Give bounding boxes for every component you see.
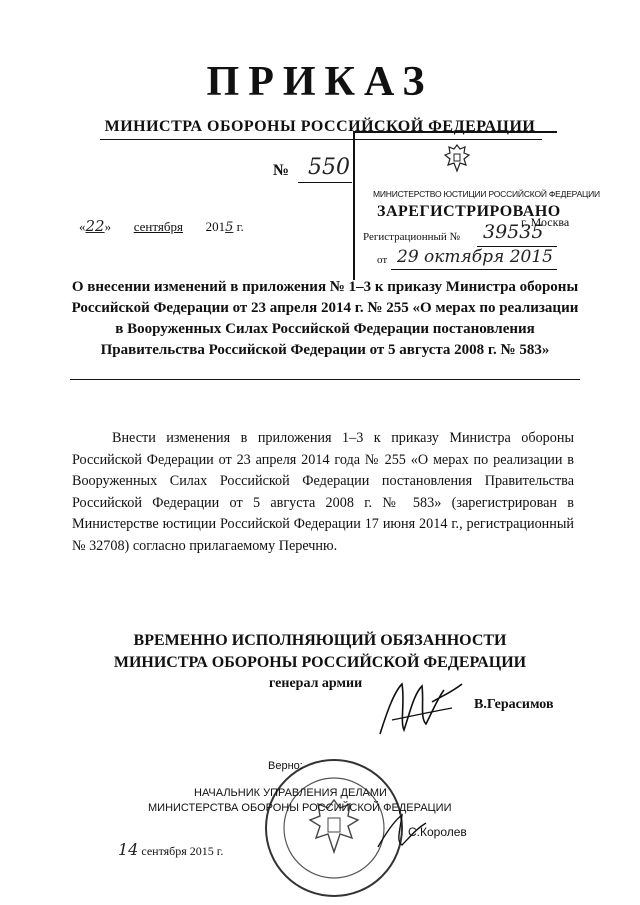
order-number-handwritten: 550 — [308, 155, 350, 180]
city: г. Москва — [521, 215, 570, 229]
order-date-year-digit: 5 — [225, 220, 234, 235]
order-date: «22» сентября 2015 г. — [79, 217, 244, 235]
certification-position: НАЧАЛЬНИК УПРАВЛЕНИЯ ДЕЛАМИ — [194, 787, 387, 799]
stamp-date-line — [391, 269, 557, 270]
order-date-day: 22 — [85, 217, 105, 235]
certification-label: Верно: — [268, 760, 303, 772]
certification-date — [118, 840, 223, 859]
stamp-reg-number: 39535 — [483, 221, 544, 243]
signatory-name: В.Герасимов — [474, 697, 554, 712]
order-body: Внести изменения в приложения 1–3 к приказу Министра обороны Российской Федерации от 23 апреля 2014 года № 255 «О мерах по реализации в Вооруженных Силах Российской Федерации постановления Правительства Российской Федерации от 5 августа 2008 г. № 583» (зарегистрирован в Министерстве юстиции Российской Федерации 17 июня 2014 г., регистрационный № 32708) согласно прилагаемому Перечню. — [72, 430, 574, 554]
coat-of-arms-icon — [443, 143, 471, 173]
stamp-status: ЗАРЕГИСТРИРОВАНО — [377, 203, 561, 220]
signatory-title — [0, 630, 640, 674]
order-date-suffix: г. — [236, 219, 244, 234]
registration-stamp — [353, 131, 600, 280]
stamp-from-date: 29 октября 2015 — [397, 247, 553, 267]
order-subject: О внесении изменений в приложения № 1–3 к приказу Министра обороны Российской Федерации от 23 апреля 2014 г. № 255 «О мерах по реализации в Вооруженных Силах Российской Федерации постановления Правительства Российской Федерации от 5 августа 2008 г. № 583» — [71, 279, 579, 358]
signatory-title-line1: ВРЕМЕННО ИСПОЛНЯЮЩИЙ ОБЯЗАННОСТИ — [133, 632, 507, 649]
stamp-from-label: от — [377, 254, 388, 266]
stamp-reg-label: Регистрационный № — [363, 231, 461, 243]
stamp-organization: МИНИСТЕРСТВО ЮСТИЦИИ РОССИЙСКОЙ ФЕДЕРАЦИИ — [373, 189, 600, 199]
signatory-rank: генерал армии — [269, 676, 363, 691]
order-date-month: сентября — [133, 219, 183, 234]
certification-signer: С.Королев — [408, 825, 467, 839]
order-number-line — [298, 182, 352, 183]
document-title: ПРИКАЗ — [206, 59, 434, 105]
subject-underline — [70, 379, 580, 380]
order-date-year-prefix: 201 — [205, 219, 226, 234]
minister-signature — [372, 672, 467, 744]
certification-ministry: МИНИСТЕРСТВА ОБОРОНЫ РОССИЙСКОЙ ФЕДЕРАЦИИ — [148, 802, 452, 814]
ministry-name: МИНИСТРА ОБОРОНЫ РОССИЙСКОЙ ФЕДЕРАЦИИ — [104, 118, 536, 135]
signatory-title-line2: МИНИСТРА ОБОРОНЫ РОССИЙСКОЙ ФЕДЕРАЦИИ — [113, 654, 527, 671]
order-number-label: № — [273, 162, 290, 179]
certification-date-day: 14 — [118, 840, 139, 859]
certification-date-rest: сентября 2015 г. — [141, 844, 224, 858]
